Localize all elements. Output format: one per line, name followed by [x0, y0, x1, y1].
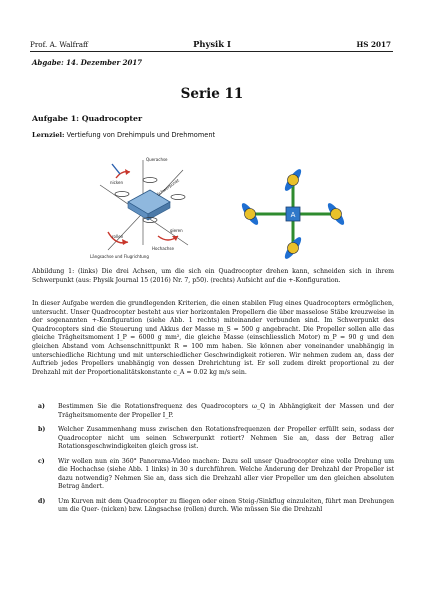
center-label: A	[290, 211, 296, 219]
label-gieren: gieren	[170, 228, 183, 233]
roll-arrow-head-icon	[122, 239, 128, 245]
page-title: Serie 11	[180, 86, 244, 102]
intro-paragraph: In dieser Aufgabe werden die grundlegenden Kriterien, die einen stabilen Flug eines Quadrocopters ermöglichen, untersucht. Unser Quadrocopter besteht aus vier horizontalen Propellern die über masselose Stäbe kreuzweise in der sogenannten +-Konfiguration (siehe Abb. 1 rechts) miteinander verbunden sind. Im Schwerpunkt des Quadrocopters sind die Steuerung und Akkus der Masse m_S = 500 g angebracht. Die Propeller sollen alle das gleiche Trägheitsmoment I_P = 6000 g mm², die gleiche Masse (einschliesslich Motor) m_P = 90 g und den gleichen Abstand vom Achsenschnittpunkt R = 100 mm haben. Sie können aber voneinander unabhängig in unterschiedliche Richtung und mit unterschiedlicher Geschwindigkeit rotieren. Wir nehmen zudem an, dass der Auftrieb jedes Propellers unabhängig von dessen Drehrichtung ist. Er soll zudem direkt proportional zu der Drehzahl mit der Proportionalitätskonstante c_A = 0.02 kg m/s sein.	[32, 300, 394, 376]
label-hochachse: Hochachse	[152, 246, 174, 251]
exercise-title: Aufgabe 1: Quadrocopter	[32, 114, 143, 123]
learning-goal-label: Lernziel:	[32, 131, 65, 139]
label-nicken: nicken	[110, 180, 124, 185]
lateral-arrow-icon	[112, 164, 120, 174]
label-querachse: Querachse	[146, 157, 168, 162]
header-course: Physik I	[193, 39, 231, 49]
header-author: Prof. A. Walfraff	[30, 40, 89, 49]
pitch-arrow-head-icon	[125, 169, 130, 175]
plus-configuration-figure	[238, 168, 348, 260]
subtask-text: Wir wollen nun ein 360° Panorama-Video machen: Dazu soll unser Quadrocopter eine volle Drehung um die Hochachse (siehe Abb. 1 links) in 30 s durchführen. Welche Änderung der Drehzahl der Propeller ist dazu notwendig? Nehmen Sie an, dass sich die Drehzahl aller vier Propeller um den gleichen absoluten Betrag ändert.	[58, 457, 394, 490]
subtask-label: b)	[38, 426, 46, 433]
subtask-list	[32, 403, 394, 521]
motor-hub-icon	[331, 209, 342, 220]
subtask-label: a)	[38, 403, 45, 410]
subtask-c	[32, 458, 394, 492]
subtask-label: d)	[38, 497, 46, 505]
subtask-text: Um Kurven mit dem Quadrocopter zu fliegen oder einen Steig-/Sinkflug einzuleiten, führt man Drehungen um die Quer- (nicken) bzw. Längsachse (rollen) durch. Wie müssen Sie die Drehzahl	[58, 497, 394, 513]
rotor-icon	[143, 178, 157, 183]
header-semester: HS 2017	[356, 40, 391, 49]
motor-hub-icon	[288, 243, 299, 254]
due-date: Abgabe: 14. Dezember 2017	[32, 58, 143, 67]
subtask-d	[32, 498, 394, 515]
subtask-b	[32, 426, 394, 452]
subtask-text: Welcher Zusammenhang muss zwischen den Rotationsfrequenzen der Propeller erfüllt sein, sodass der Quadrocopter nicht um seinen Schwerpunkt rotiert? Nehmen Sie an, dass der Betrag aller Rotationsgeschwindigkeiten gleich gross ist.	[58, 426, 394, 450]
label-schwerpunkt: Schwerpunkt	[155, 177, 180, 197]
subtask-a	[32, 403, 394, 420]
subtask-text: Bestimmen Sie die Rotationsfrequenz des Quadrocopters ω_Q in Abhängigkeit der Massen und der Trägheitsmomente der Propeller I_P.	[58, 403, 394, 419]
rotor-icon	[115, 192, 129, 197]
label-rollen: rollen	[112, 234, 124, 239]
learning-goal-text: Vertiefung von Drehimpuls und Drehmoment	[66, 131, 216, 139]
rotor-icon	[171, 195, 185, 200]
label-laengsachse: Längsachse und Flugrichtung	[90, 254, 149, 259]
learning-goal	[32, 131, 215, 139]
motor-hub-icon	[288, 175, 299, 186]
subtask-label: c)	[38, 457, 45, 465]
figure-caption: Abbildung 1: (links) Die drei Achsen, um die sich ein Quadrocopter drehen kann, schneiden sich in ihrem Schwerpunkt (aus: Physik Journal 15 (2016) Nr. 7, p50). (rechts) Aufsicht auf die +-Konfiguration.	[32, 268, 394, 284]
quadcopter-axes-figure	[88, 150, 198, 262]
motor-hub-icon	[245, 209, 256, 220]
header-rule	[30, 51, 393, 52]
